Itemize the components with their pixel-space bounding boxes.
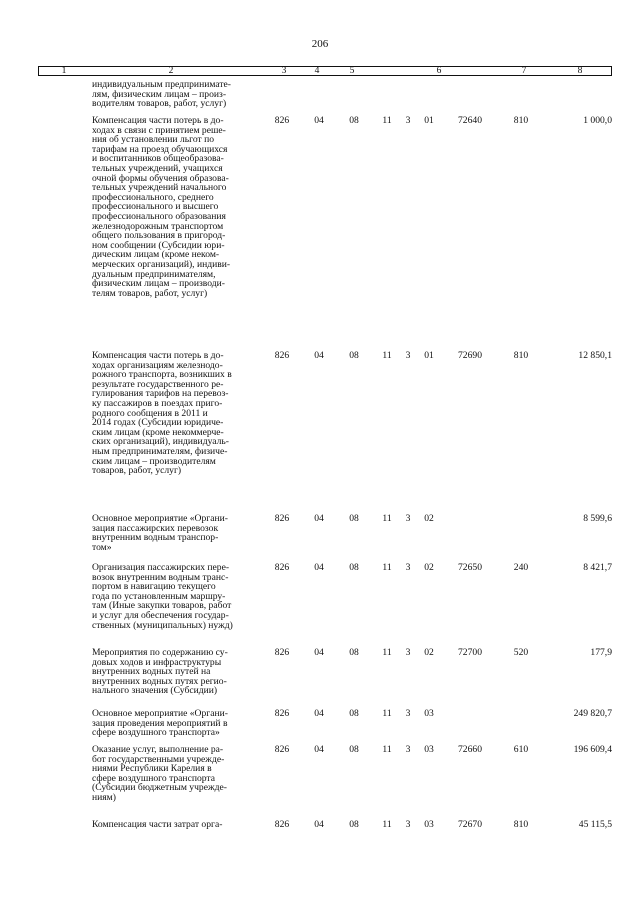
row-amount: 8 599,6 <box>583 513 612 524</box>
row-code-4: 04 <box>314 350 324 361</box>
row-code-6a: 11 <box>382 708 392 719</box>
row-code-6c: 03 <box>424 744 434 755</box>
row-code-4: 04 <box>314 647 324 658</box>
row-code-4: 04 <box>314 708 324 719</box>
row-code-6c: 03 <box>424 819 434 830</box>
column-header-5: 5 <box>349 66 355 76</box>
column-header-1: 1 <box>61 66 67 76</box>
row-code-6b: 3 <box>405 647 411 658</box>
row-code-6a: 11 <box>382 513 392 524</box>
row-code-6a: 11 <box>382 647 392 658</box>
row-code-7: 810 <box>513 819 529 830</box>
row-code-6c: 01 <box>424 350 434 361</box>
row-code-6a: 11 <box>382 744 392 755</box>
row-code-3: 826 <box>274 744 290 755</box>
column-header-3: 3 <box>281 66 287 76</box>
row-code-6a: 11 <box>382 819 392 830</box>
row-name: Компенсация части затрат орга- <box>92 819 223 830</box>
row-code-6b: 3 <box>405 350 411 361</box>
row-code-6a: 11 <box>382 350 392 361</box>
row-name: Основное мероприятие «Органи- зация пассажирских перевозок внутренним водным транспор- том» <box>92 513 228 553</box>
row-name: Компенсация части потерь в до- ходах в связи с принятием реше- ния об установлении льгот по тарифам на проезд обучающихся и воспитанников общеобразова- тельных учреждений, учащихся очной формы обучения образова- тельных учреждений начального профессионального, среднего профессионального и высшего профессионального образования железнодорожным транспортом общего пользования в пригород- ном сообщении (Субсидии юри- дическим лицам (кроме неком- мерческих организаций), индиви- дуальным предпринимателям, физическим лицам – производи- телям товаров, работ, услуг) <box>92 115 231 299</box>
row-code-6b: 3 <box>405 115 411 126</box>
row-amount: 12 850,1 <box>578 350 612 361</box>
column-header-6: 6 <box>436 66 442 76</box>
row-name: Оказание услуг, выполнение ра- бот государственными учрежде- ниями Республики Карелия в сфере воздушного транспорта (Субсидии бюджетным учрежде- ниям) <box>92 744 227 803</box>
row-code-6b: 3 <box>405 819 411 830</box>
row-code-4: 04 <box>314 513 324 524</box>
row-code-6b: 3 <box>405 744 411 755</box>
row-code-6c: 02 <box>424 562 434 573</box>
row-code-6c: 02 <box>424 647 434 658</box>
row-code-4: 04 <box>314 744 324 755</box>
column-header-8: 8 <box>577 66 583 76</box>
row-code-6b: 3 <box>405 562 411 573</box>
column-header-row <box>38 66 612 76</box>
row-code-3: 826 <box>274 513 290 524</box>
row-code-5: 08 <box>349 562 359 573</box>
column-header-2: 2 <box>168 66 174 76</box>
row-code-6d: 72670 <box>458 819 482 830</box>
row-code-7: 810 <box>513 115 529 126</box>
row-code-5: 08 <box>349 708 359 719</box>
row-code-6d: 72650 <box>458 562 482 573</box>
row-amount: 45 115,5 <box>578 819 612 830</box>
row-code-3: 826 <box>274 708 290 719</box>
row-code-3: 826 <box>274 350 290 361</box>
row-code-6d: 72640 <box>458 115 482 126</box>
column-header-7: 7 <box>521 66 527 76</box>
row-code-4: 04 <box>314 819 324 830</box>
row-code-5: 08 <box>349 513 359 524</box>
row-code-6d: 72660 <box>458 744 482 755</box>
row-amount: 249 820,7 <box>573 708 612 719</box>
row-amount: 177,9 <box>590 647 612 658</box>
row-name: Организация пассажирских пере- возок внутренним водным транс- портом в навигацию текущего года по установленным маршру- там (Иные закупки товаров, работ и услуг для обеспечения государ- ственных (муниципальных) нужд) <box>92 562 233 631</box>
row-code-7: 610 <box>513 744 529 755</box>
row-code-6c: 02 <box>424 513 434 524</box>
page-number: 206 <box>311 38 329 50</box>
row-name: Компенсация части потерь в до- ходах организациям железнодо- рожного транспорта, возникших в результате государственного ре- гулирования тарифов на перевоз- ку пассажиров в поездах приго- родного сообщения в 2011 и 2014 годах (Субсидии юридиче- ским лицам (кроме некоммерче- ских организаций), индивидуаль- ным предпринимателям, физиче- ским лицам – производителям товаров, работ, услуг) <box>92 350 232 477</box>
row-code-6b: 3 <box>405 513 411 524</box>
row-name: Мероприятия по содержанию су- довых ходов и инфраструктуры внутренних водных путей на внутренних водных путях регио- нального значения (Субсидии) <box>92 647 228 697</box>
row-code-4: 04 <box>314 115 324 126</box>
row-code-6a: 11 <box>382 115 392 126</box>
row-code-7: 810 <box>513 350 529 361</box>
row-code-6c: 03 <box>424 708 434 719</box>
row-code-3: 826 <box>274 819 290 830</box>
row-code-5: 08 <box>349 115 359 126</box>
row-amount: 196 609,4 <box>573 744 612 755</box>
row-code-6a: 11 <box>382 562 392 573</box>
row-code-6d: 72700 <box>458 647 482 658</box>
row-code-6d: 72690 <box>458 350 482 361</box>
row-amount: 8 421,7 <box>583 562 612 573</box>
row-code-4: 04 <box>314 562 324 573</box>
row-code-3: 826 <box>274 115 290 126</box>
row-code-5: 08 <box>349 744 359 755</box>
row-name: Основное мероприятие «Органи- зация проведения мероприятий в сфере воздушного транспорта» <box>92 708 228 739</box>
row-code-6c: 01 <box>424 115 434 126</box>
row-name: индивидуальным предпринимате- лям, физическим лицам – произ- водителям товаров, работ, услуг) <box>92 79 231 110</box>
row-amount: 1 000,0 <box>583 115 612 126</box>
row-code-5: 08 <box>349 819 359 830</box>
row-code-3: 826 <box>274 647 290 658</box>
column-header-4: 4 <box>314 66 320 76</box>
row-code-5: 08 <box>349 350 359 361</box>
row-code-5: 08 <box>349 647 359 658</box>
row-code-6b: 3 <box>405 708 411 719</box>
row-code-7: 240 <box>513 562 529 573</box>
row-code-3: 826 <box>274 562 290 573</box>
row-code-7: 520 <box>513 647 529 658</box>
